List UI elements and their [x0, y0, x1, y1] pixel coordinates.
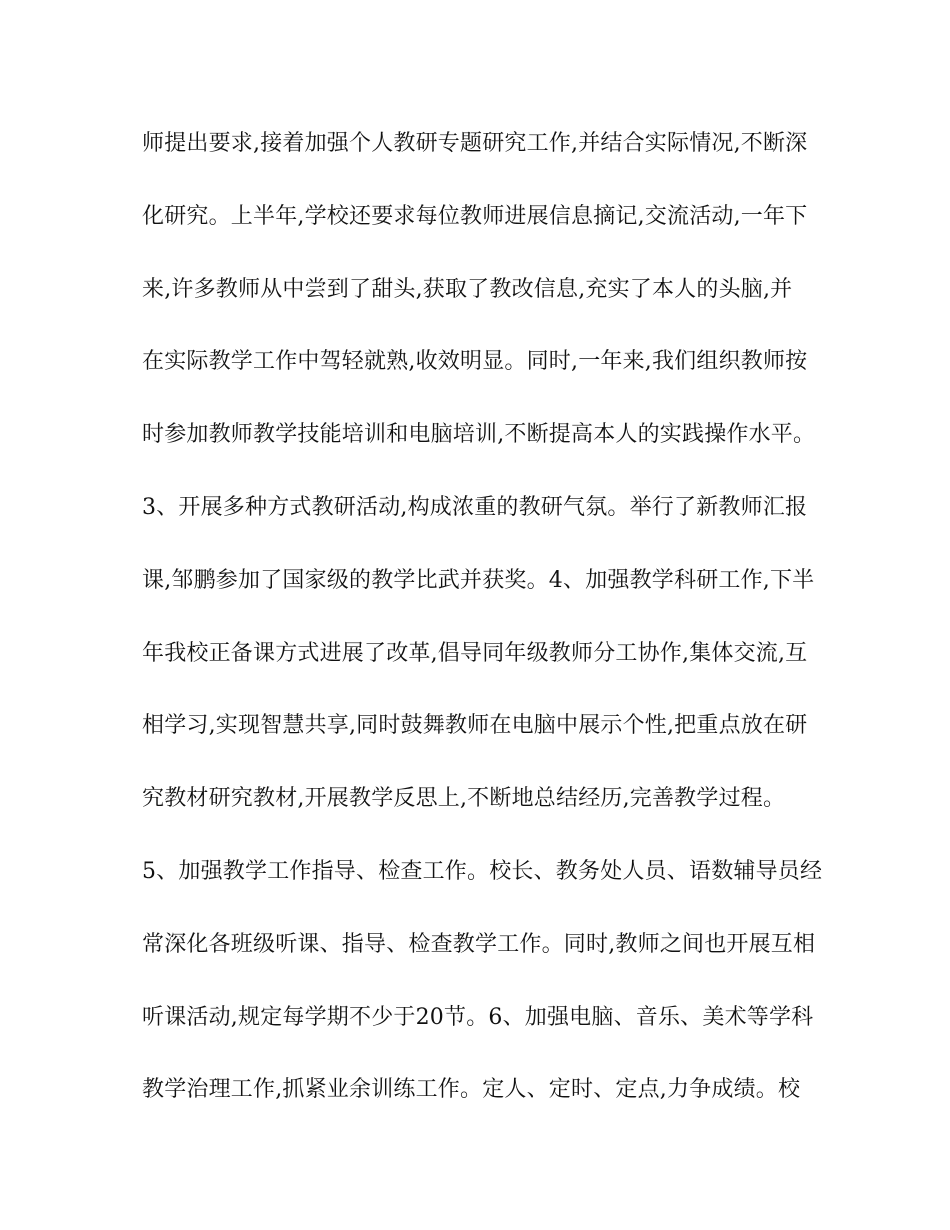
text-line-14: 教学治理工作,抓紧业余训练工作。定人、定时、定点,力争成绩。校: [142, 1077, 801, 1103]
text-line-5: 时参加教师教学技能培训和电脑培训,不断提高本人的实践操作水平。: [142, 422, 816, 448]
text-line-2: 化研究。上半年,学校还要求每位教师进展信息摘记,交流活动,一年下: [142, 203, 808, 229]
text-line-13: 听课活动,规定每学期不少于20节。6、加强电脑、音乐、美术等学科: [142, 1004, 814, 1030]
text-line-6: 3、开展多种方式教研活动,构成浓重的教研气氛。举行了新教师汇报: [142, 494, 808, 520]
text-line-8: 年我校正备课方式进展了改革,倡导同年级教师分工协作,集体交流,互: [142, 640, 808, 666]
text-line-11: 5、加强教学工作指导、检查工作。校长、教务处人员、语数辅导员经: [142, 858, 823, 884]
body-text: [142, 124, 822, 1143]
text-line-1: 师提出要求,接着加强个人教研专题研究工作,并结合实际情况,不断深: [142, 131, 808, 156]
text-line-3: 来,许多教师从中尝到了甜头,获取了教改信息,充实了本人的头脑,并: [142, 276, 793, 302]
text-line-7: 课,邹鹏参加了国家级的教学比武并获奖。4、加强教学科研工作,下半: [142, 567, 815, 593]
text-line-9: 相学习,实现智慧共享,同时鼓舞教师在电脑中展示个性,把重点放在研: [142, 713, 808, 739]
text-line-12: 常深化各班级听课、指导、检查教学工作。同时,教师之间也开展互相: [142, 931, 816, 957]
text-line-10: 究教材研究教材,开展教学反思上,不断地总结经历,完善教学过程。: [142, 786, 786, 812]
text-line-4: 在实际教学工作中驾轻就熟,收效明显。同时,一年来,我们组织教师按: [142, 349, 808, 375]
